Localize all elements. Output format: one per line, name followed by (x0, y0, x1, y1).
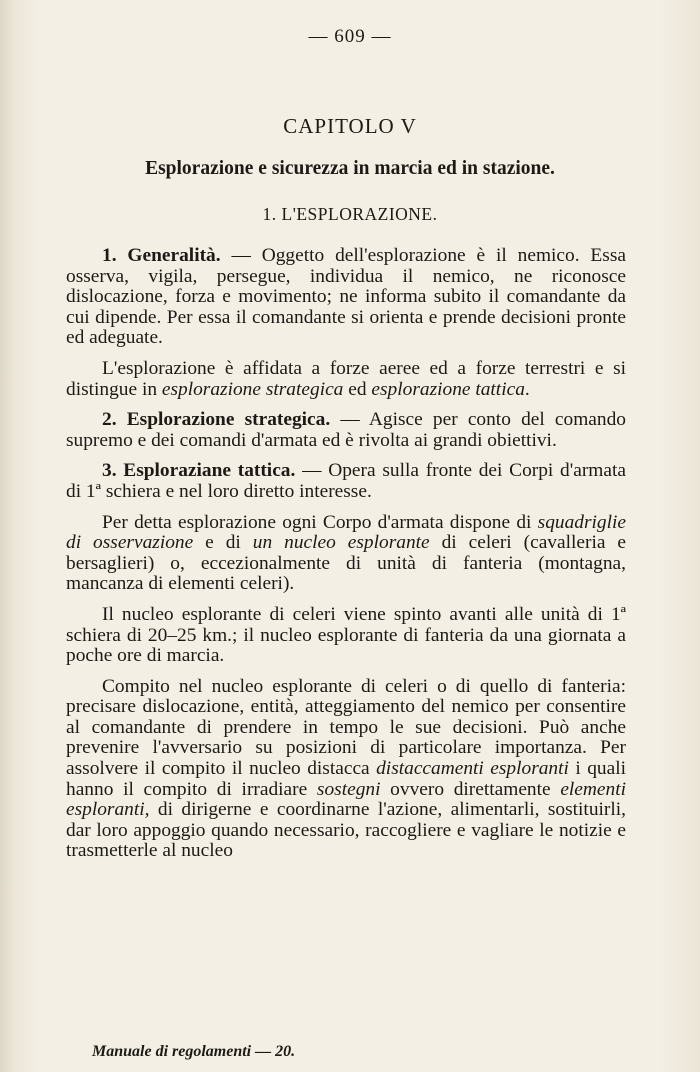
paragraph-text: Per detta esplorazione ogni Corpo d'armata dispone di (102, 511, 538, 533)
paragraph-text: Compito nel nucleo esplorante di celeri o di quello di fanteria: precisare dislocazione, entità, atteggiamento del nemico per consentire al comandante di prendere in tempo le sue decisioni. Può anche prevenire l'avversario su posizioni di particolare importanza. Per assolvere il compito il nucleo distacca (66, 675, 626, 780)
body-text (66, 246, 626, 862)
paragraph-text: — Agisce per conto del comando supremo e dei comandi d'armata ed è rivolta ai grandi obiettivi. (66, 409, 626, 451)
paragraph-corpo-armata (66, 513, 626, 595)
paragraph-strategica (66, 410, 626, 451)
paragraph-emphasis: distaccamenti esploranti (376, 758, 569, 780)
paragraph-emphasis: esplorazione tattica (371, 378, 525, 400)
paragraph-text: Il nucleo esplorante di celeri viene spinto avanti alle unità di 1ª schiera di 20–25 km.; il nucleo esplorante di fanteria da una giornata a poche ore di marcia. (66, 603, 626, 667)
paragraph-emphasis: elementi esploranti, (66, 778, 626, 821)
paragraph-emphasis: esplorazione strategica (161, 378, 344, 400)
paragraph-text: — Oggetto dell'esplorazione è il nemico. Essa osserva, vigila, persegue, individua il nemico, ne riconosce dislocazione, forza e movimento; ne informa subito il comandante da cui dipende. Per essa il comandante si orienta e prende decisioni pronte ed adeguate. (66, 245, 626, 349)
page-footer: Manuale di regolamenti — 20. (92, 1043, 296, 1060)
paragraph-compito (66, 677, 626, 862)
section-heading: 1. L'ESPLORAZIONE. (262, 204, 438, 224)
paragraph-emphasis: sostegni (316, 778, 381, 800)
page-number: — 609 — (308, 26, 392, 47)
paragraph-nucleo (66, 605, 626, 667)
chapter-subtitle: Esplorazione e sicurezza in marcia ed in stazione. (145, 158, 555, 179)
paragraph-emphasis: squadriglie di osservazione (66, 511, 626, 554)
paragraph-lead: 2. Esplorazione strategica. (102, 409, 331, 431)
paragraph-text: — Opera sulla fronte dei Corpi d'armata di 1ª schiera e nel loro diretto interesse. (66, 460, 626, 502)
paragraph-tattica (66, 461, 626, 502)
paragraph-text: di celeri (cavalleria e bersaglieri) o, eccezionalmente di unità di fanteria (montagna, mancanza di elementi celeri). (66, 532, 627, 595)
paragraph-text: ovvero direttamente (380, 778, 561, 800)
paragraph-text: i quali hanno il compito di irradiare (66, 758, 626, 800)
paragraph-text: L'esplorazione è affidata a forze aeree ed a forze terrestri e si distingue in (66, 357, 626, 400)
paragraph-text: e di (193, 532, 253, 554)
paragraph-lead: 3. Esploraziane tattica. (102, 460, 296, 482)
paragraph-text: di dirigerne e coordinarne l'azione, alimentarli, sostituirli, dar loro appoggio quando necessario, raccogliere e vagliare le notizie e trasmetterle al nucleo (66, 799, 626, 862)
paragraph-emphasis: un nucleo esplorante (252, 532, 430, 554)
chapter-title: CAPITOLO V (283, 114, 417, 138)
paragraph-generalita (66, 246, 626, 349)
paragraph-text: ed (343, 378, 372, 400)
paragraph-lead: 1. Generalità. (102, 245, 221, 266)
paragraph-text: . (524, 378, 530, 400)
paragraph-affidata (66, 359, 626, 400)
